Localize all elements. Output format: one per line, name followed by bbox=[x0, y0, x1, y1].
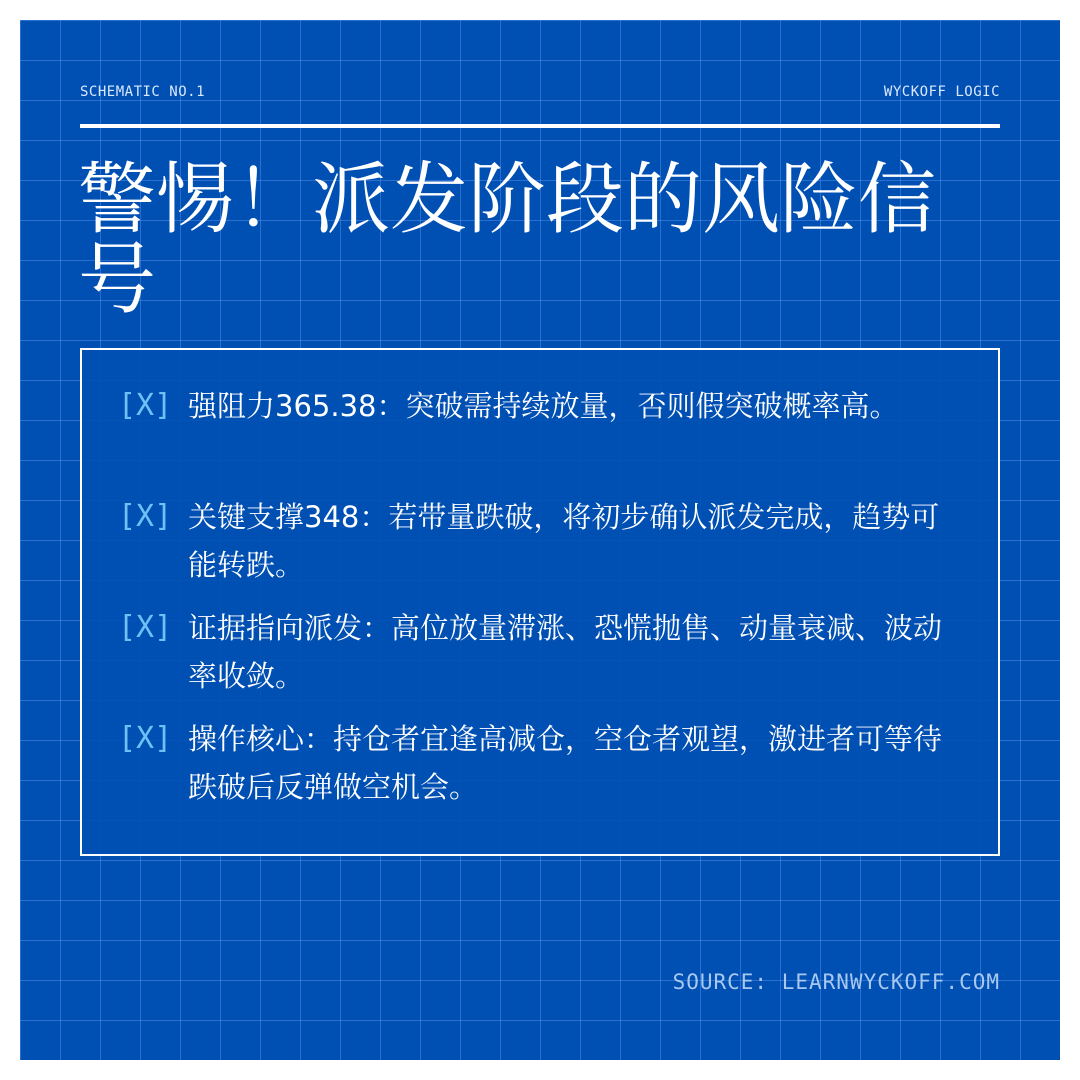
x-checkbox-icon: [X] bbox=[118, 721, 173, 756]
page-title: 警惕！派发阶段的风险信号 bbox=[78, 155, 937, 325]
list-item bbox=[118, 493, 958, 589]
source-credit: SOURCE: LEARNWYCKOFF.COM bbox=[672, 970, 1000, 994]
list-item bbox=[118, 382, 958, 430]
x-checkbox-icon: [X] bbox=[118, 610, 173, 645]
list-item-text: 操作核心：持仓者宜逢高减仓，空仓者观望，激进者可等待跌破后反弹做空机会。 bbox=[188, 722, 943, 804]
list-item-text: 关键支撑348：若带量跌破，将初步确认派发完成，趋势可能转跌。 bbox=[188, 500, 940, 582]
blueprint-canvas bbox=[20, 20, 1060, 1060]
list-item bbox=[118, 604, 958, 700]
brand-label: WYCKOFF LOGIC bbox=[883, 84, 1000, 100]
signal-list-panel bbox=[80, 348, 1000, 856]
header-divider bbox=[80, 124, 1000, 128]
list-item-text: 强阻力365.38：突破需持续放量，否则假突破概率高。 bbox=[188, 389, 899, 423]
list-item-text: 证据指向派发：高位放量滞涨、恐慌抛售、动量衰减、波动率收敛。 bbox=[188, 611, 943, 693]
x-checkbox-icon: [X] bbox=[118, 499, 173, 534]
list-item bbox=[118, 715, 958, 811]
x-checkbox-icon: [X] bbox=[118, 388, 173, 423]
schematic-label: SCHEMATIC NO.1 bbox=[80, 84, 206, 100]
